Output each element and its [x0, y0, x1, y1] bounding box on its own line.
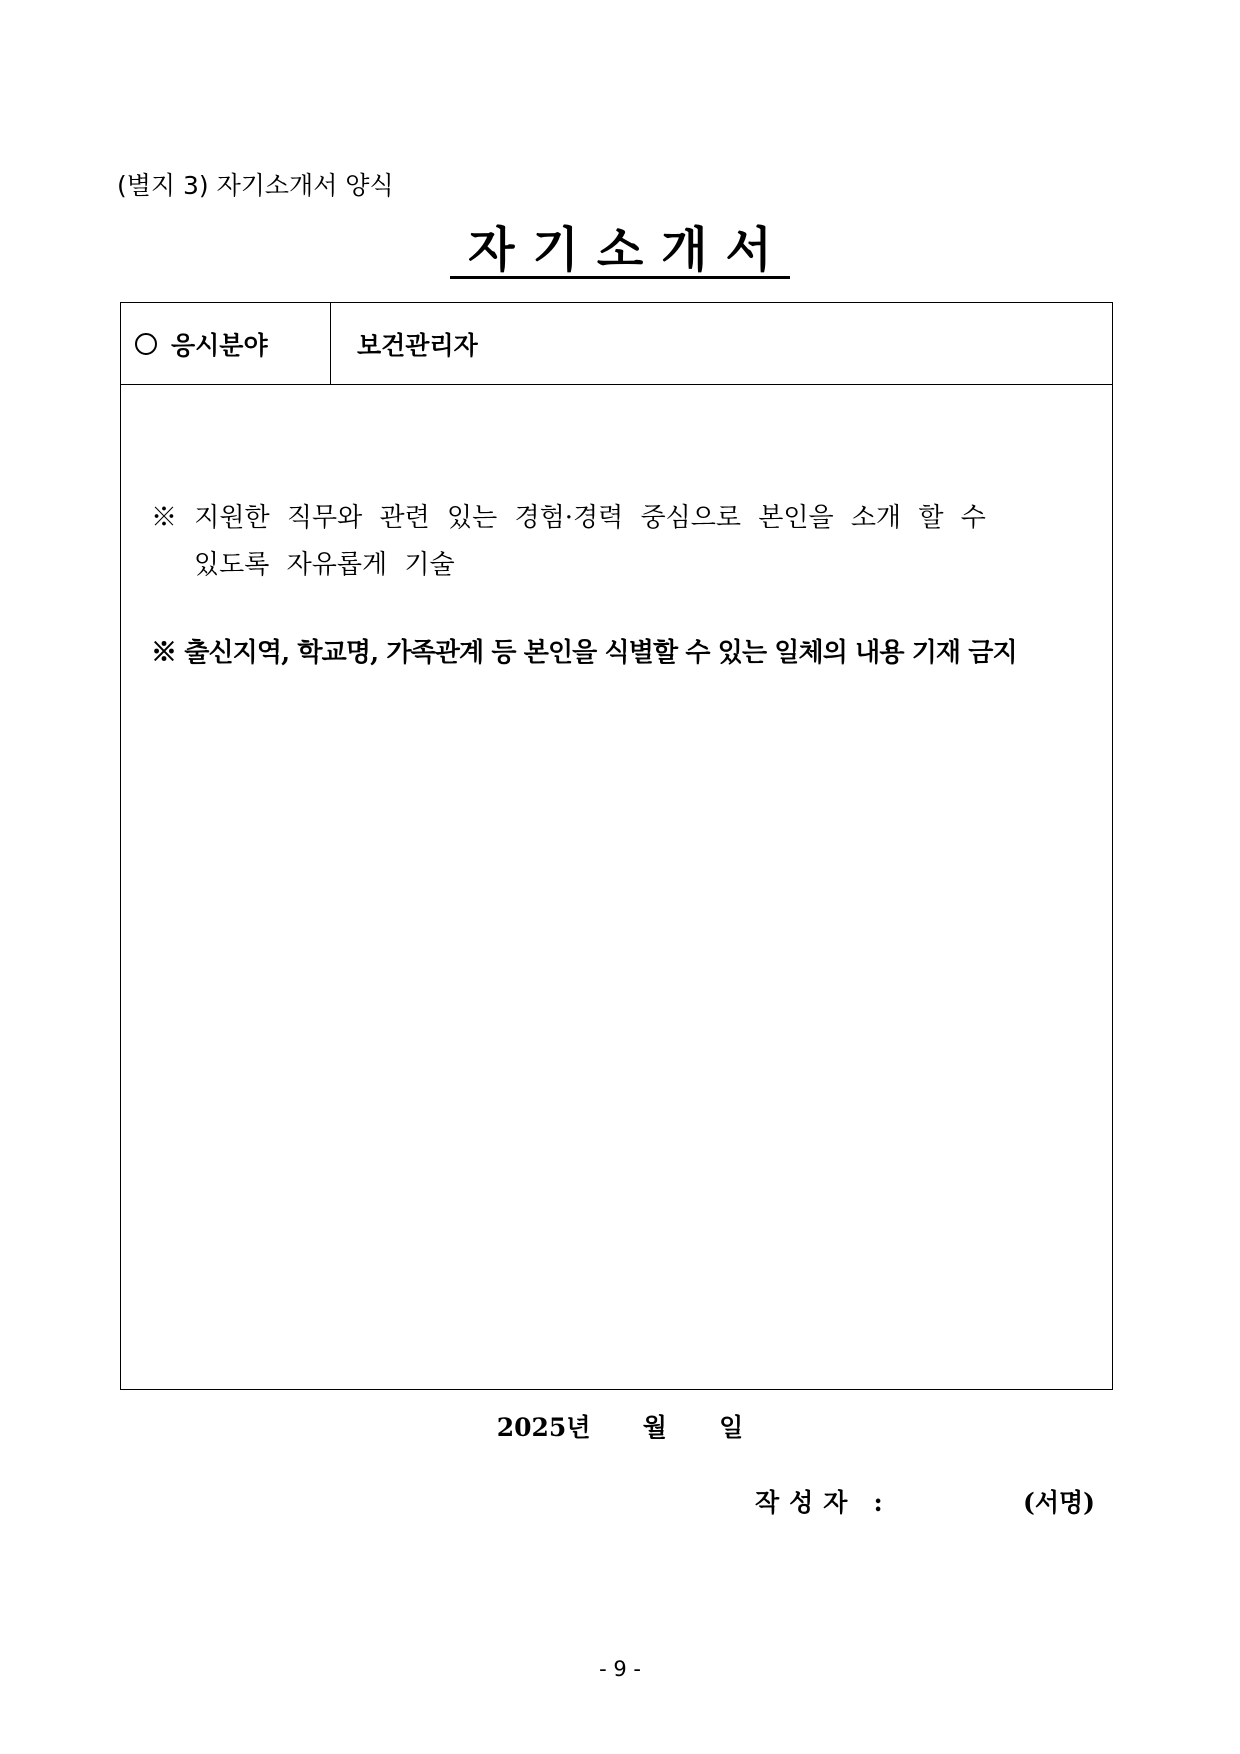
author-label: 작성자 — [755, 1488, 858, 1517]
signature-label: (서명) — [1023, 1488, 1095, 1517]
prohibition-notice: ※ 출신지역, 학교명, 가족관계 등 본인을 식별할 수 있는 일체의 내용 기재 금지 — [151, 638, 1017, 668]
author-line — [755, 1483, 883, 1523]
writing-instruction-line1: ※ 지원한 직무와 관련 있는 경험·경력 중심으로 본인을 소개 할 수 — [151, 503, 986, 533]
author-colon: : — [873, 1488, 883, 1517]
application-field-value: 보건관리자 — [357, 330, 478, 360]
date-line: 2025년 월 일 — [496, 1413, 744, 1442]
writing-instruction — [151, 495, 1086, 589]
application-field-row — [121, 303, 1112, 385]
page-number: - 9 - — [599, 1657, 641, 1681]
application-field-label-cell — [121, 303, 331, 384]
annex-label: (별지 3) 자기소개서 양식 — [117, 171, 394, 200]
application-field-value-cell[interactable] — [331, 303, 1112, 384]
self-introduction-writing-area[interactable] — [121, 385, 1112, 1389]
circle-icon — [135, 333, 157, 355]
document-title — [0, 220, 1240, 280]
document-title-text: 자기소개서 — [450, 224, 790, 279]
application-field-label: 응시분야 — [171, 330, 268, 360]
self-introduction-form — [120, 302, 1113, 1390]
writing-instruction-line2: 있도록 자유롭게 기술 — [194, 550, 455, 580]
